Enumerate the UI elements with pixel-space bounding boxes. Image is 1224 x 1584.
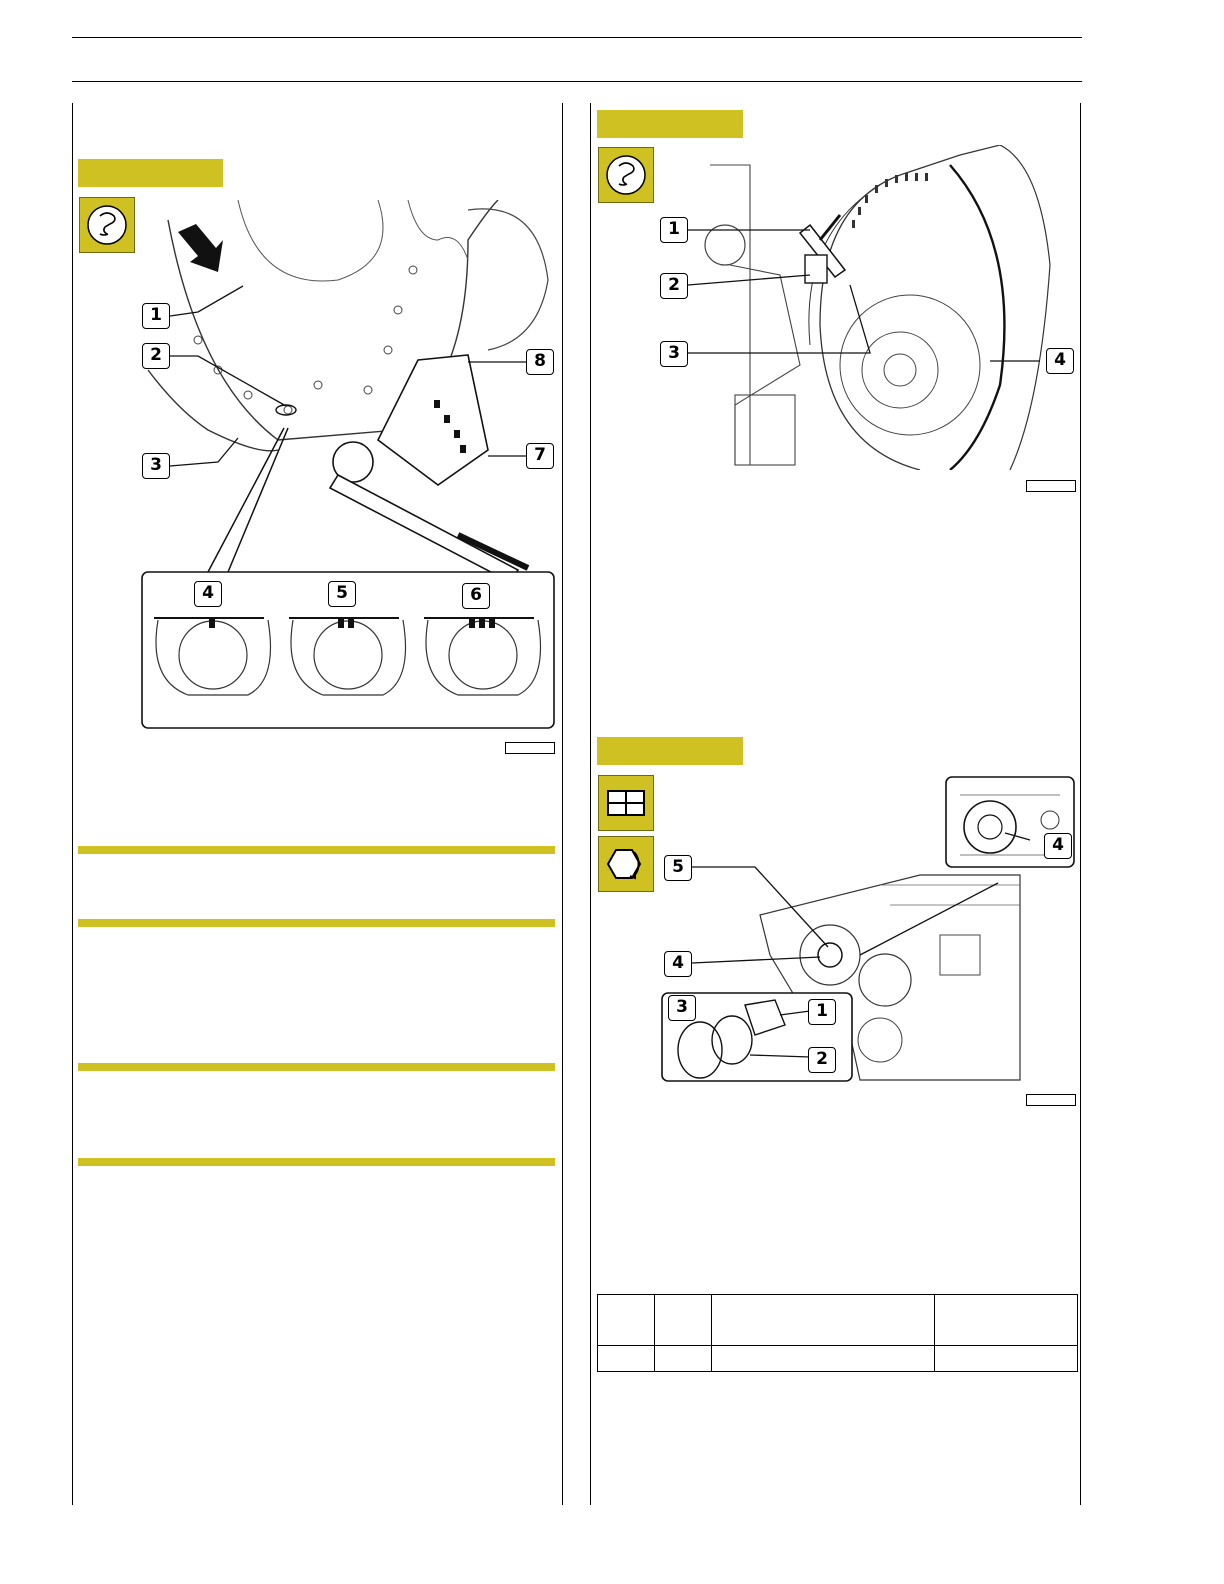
right-top-figure-tool-badge <box>598 147 654 203</box>
right-top-figure-reference-box <box>1026 480 1076 492</box>
left-figure-tool-badge <box>79 197 135 253</box>
right-bottom-torque-badge <box>598 836 654 892</box>
table-cell <box>598 1346 655 1372</box>
table-cell <box>935 1295 1078 1346</box>
center-left-rule <box>562 103 563 1505</box>
header-rule-bottom <box>72 81 1082 82</box>
left-section-bar-4 <box>78 1158 555 1166</box>
right-bottom-figure-reference-box <box>1026 1094 1076 1106</box>
right-top-callout-4: 4 <box>1046 348 1074 374</box>
left-section-bar-1 <box>78 846 555 854</box>
header-rule-top <box>72 37 1082 38</box>
left-section-bar-3 <box>78 1063 555 1071</box>
right-top-figure-label-bar <box>597 110 743 138</box>
table-cell <box>712 1346 935 1372</box>
left-callout-1: 1 <box>142 303 170 329</box>
table-cell <box>712 1295 935 1346</box>
right-top-callout-1: 1 <box>660 217 688 243</box>
spec-table <box>597 1294 1078 1372</box>
table-row <box>598 1346 1078 1372</box>
right-bottom-callout-4: 4 <box>664 951 692 977</box>
right-bottom-inset-callout-4: 4 <box>1044 833 1072 859</box>
left-callout-7: 7 <box>526 443 554 469</box>
left-callout-2: 2 <box>142 343 170 369</box>
table-cell <box>598 1295 655 1346</box>
right-bottom-measure-badge <box>598 775 654 831</box>
left-flywheel-illustration <box>138 200 558 740</box>
left-callout-6: 6 <box>462 583 490 609</box>
left-callout-8: 8 <box>526 349 554 375</box>
right-bottom-callout-3: 3 <box>668 995 696 1021</box>
left-figure-label-bar <box>78 159 223 187</box>
table-row <box>598 1295 1078 1346</box>
left-callout-3: 3 <box>142 453 170 479</box>
left-figure-reference-box <box>505 742 555 754</box>
right-bottom-callout-5: 5 <box>664 855 692 881</box>
table-cell <box>655 1346 712 1372</box>
left-section-bar-2 <box>78 919 555 927</box>
measure-grid-icon <box>606 789 646 817</box>
right-bottom-callout-1: 1 <box>808 999 836 1025</box>
left-callout-5: 5 <box>328 581 356 607</box>
center-right-rule <box>590 103 591 1505</box>
right-column-rule <box>1080 103 1081 1505</box>
right-flywheel-illustration <box>660 145 1080 470</box>
right-top-callout-2: 2 <box>660 273 688 299</box>
right-bottom-callout-2: 2 <box>808 1047 836 1073</box>
special-tool-icon <box>86 204 128 246</box>
left-callout-4: 4 <box>194 581 222 607</box>
table-cell <box>655 1295 712 1346</box>
right-top-callout-3: 3 <box>660 341 688 367</box>
right-engine-block-illustration <box>660 775 1078 1085</box>
left-column-rule <box>72 103 73 1505</box>
right-bottom-figure-label-bar <box>597 737 743 765</box>
tighten-nut-icon <box>604 842 648 886</box>
special-tool-icon <box>605 154 647 196</box>
table-cell <box>935 1346 1078 1372</box>
